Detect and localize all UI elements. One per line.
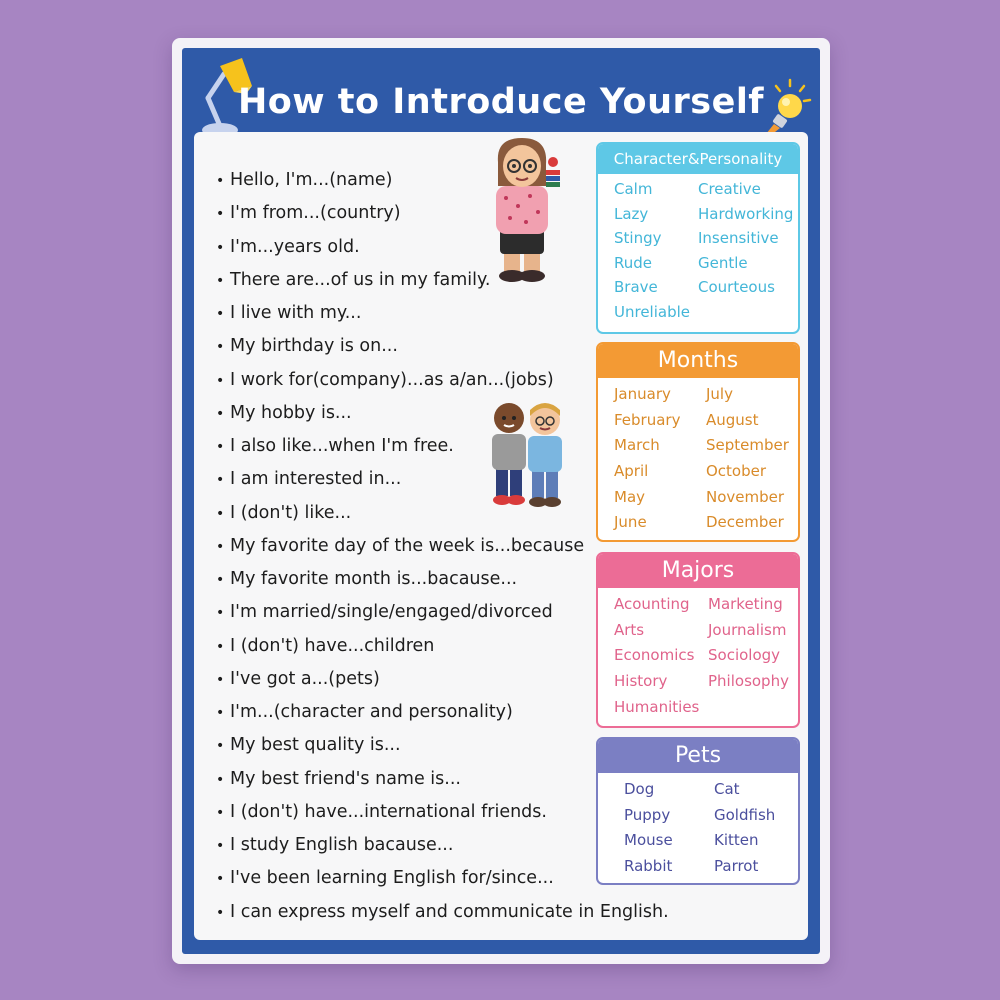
months-word: July [706,385,733,403]
phrase-text: I've been learning English for/since... [230,868,554,889]
friends-illustration [488,396,568,516]
months-word: September [706,436,789,455]
poster-title: How to Introduce Yourself [237,82,765,122]
pets-word: Cat [714,780,740,798]
light-bulb-icon [760,78,814,138]
teacher-illustration [490,132,562,282]
bullet-icon: • [216,771,225,788]
pets-word: Puppy [624,805,671,824]
phrase-text: I'm...years old. [230,236,360,257]
bullet-icon: • [216,472,225,489]
majors-word: Acounting [614,595,690,613]
character-personality-title: Character&Personality [598,144,798,174]
months-word: November [706,487,785,506]
months-word: May [614,487,646,506]
character-word: Insensitive [698,229,779,248]
character-personality-words [598,174,798,325]
majors-words [598,588,798,720]
phrase-text: I'm from...(country) [230,203,401,224]
pets-word: Kitten [714,831,759,850]
phrase-text: My favorite day of the week is...because [230,535,585,556]
months-word: October [706,462,767,481]
bullet-icon: • [216,173,225,189]
phrase-text: I'm...(character and personality) [230,702,513,722]
bullet-icon: • [216,339,225,356]
bullet-icon: • [216,505,225,522]
majors-word: Economics [614,646,695,665]
character-word: Creative [698,180,761,198]
months-words [598,378,798,536]
phrase-text: My best quality is... [230,735,401,756]
phrase-text: I am interested in... [230,469,402,490]
phrase-text: I work for(company)...as a/an...(jobs) [230,369,554,390]
phrase-item [216,896,669,929]
months-word: March [614,436,660,455]
phrase-text: I (don't) have...children [230,635,435,656]
character-word: Calm [614,180,653,198]
pets-word: Goldfish [714,805,776,824]
phrase-text: I (don't) have...international friends. [230,801,547,822]
bullet-icon: • [216,605,225,622]
pets-word: Mouse [624,831,673,850]
months-word: April [614,462,649,481]
bullet-icon: • [216,705,225,721]
majors-word: Philosophy [708,672,789,691]
poster [172,38,830,964]
majors-word: Journalism [708,620,787,639]
months-word: December [706,513,784,532]
phrase-text: My best friend's name is... [230,768,461,789]
bullet-icon: • [216,206,225,223]
character-word: Lazy [614,204,649,223]
bullet-icon: • [216,272,225,289]
pets-box [596,737,800,885]
bullet-icon: • [216,738,225,755]
bullet-icon: • [216,538,225,555]
majors-box [596,552,800,728]
character-word: Rude [614,253,653,272]
phrase-text: There are...of us in my family. [230,269,491,290]
phrase-text: I study English bacause... [230,835,454,855]
majors-word: Humanities [614,697,700,716]
bullet-icon: • [216,372,225,389]
character-word: Unreliable [614,302,690,321]
months-word: February [614,410,681,429]
phrase-text: I also like...when I'm free. [230,436,454,456]
bullet-icon: • [216,306,225,322]
bullet-icon: • [216,671,225,688]
majors-word: Arts [614,620,645,639]
content-panel [194,132,808,940]
pets-word: Parrot [714,857,759,876]
phrase-text: I (don't) like... [230,502,352,523]
months-box [596,342,800,542]
character-word: Stingy [614,229,662,248]
pets-title: Pets [598,739,798,773]
character-word [698,300,798,325]
majors-word: Sociology [708,646,781,665]
bullet-icon: • [216,838,225,854]
phrase-text: I can express myself and communicate in English. [230,901,669,922]
bullet-icon: • [216,405,225,422]
phrase-text: I've got a...(pets) [230,668,380,689]
bullet-icon: • [216,439,225,455]
character-personality-box [596,142,800,334]
bullet-icon: • [216,572,225,588]
character-word: Brave [614,278,658,297]
phrase-text: Hello, I'm...(name) [230,170,393,190]
months-word: August [706,410,759,429]
phrase-text: My birthday is on... [230,336,398,357]
pets-words [598,773,798,880]
bullet-icon: • [216,904,225,921]
majors-word: History [614,672,668,691]
poster-board [182,48,820,954]
bullet-icon: • [216,638,225,655]
phrase-text: My favorite month is...bacause... [230,569,518,589]
phrase-text: I'm married/single/engaged/divorced [230,602,553,623]
bullet-icon: • [216,239,225,256]
pets-word: Rabbit [624,857,673,876]
character-word: Courteous [698,278,775,297]
phrase-text: I live with my... [230,303,362,323]
months-title: Months [598,344,798,378]
character-word: Gentle [698,253,748,272]
pets-word: Dog [624,780,655,798]
majors-word: Marketing [708,595,783,613]
phrase-text: My hobby is... [230,402,352,423]
months-word: June [614,513,647,532]
bullet-icon: • [216,804,225,821]
majors-word [708,695,798,721]
character-word: Hardworking [698,204,794,223]
bullet-icon: • [216,871,225,888]
majors-title: Majors [598,554,798,588]
months-word: January [614,385,671,403]
